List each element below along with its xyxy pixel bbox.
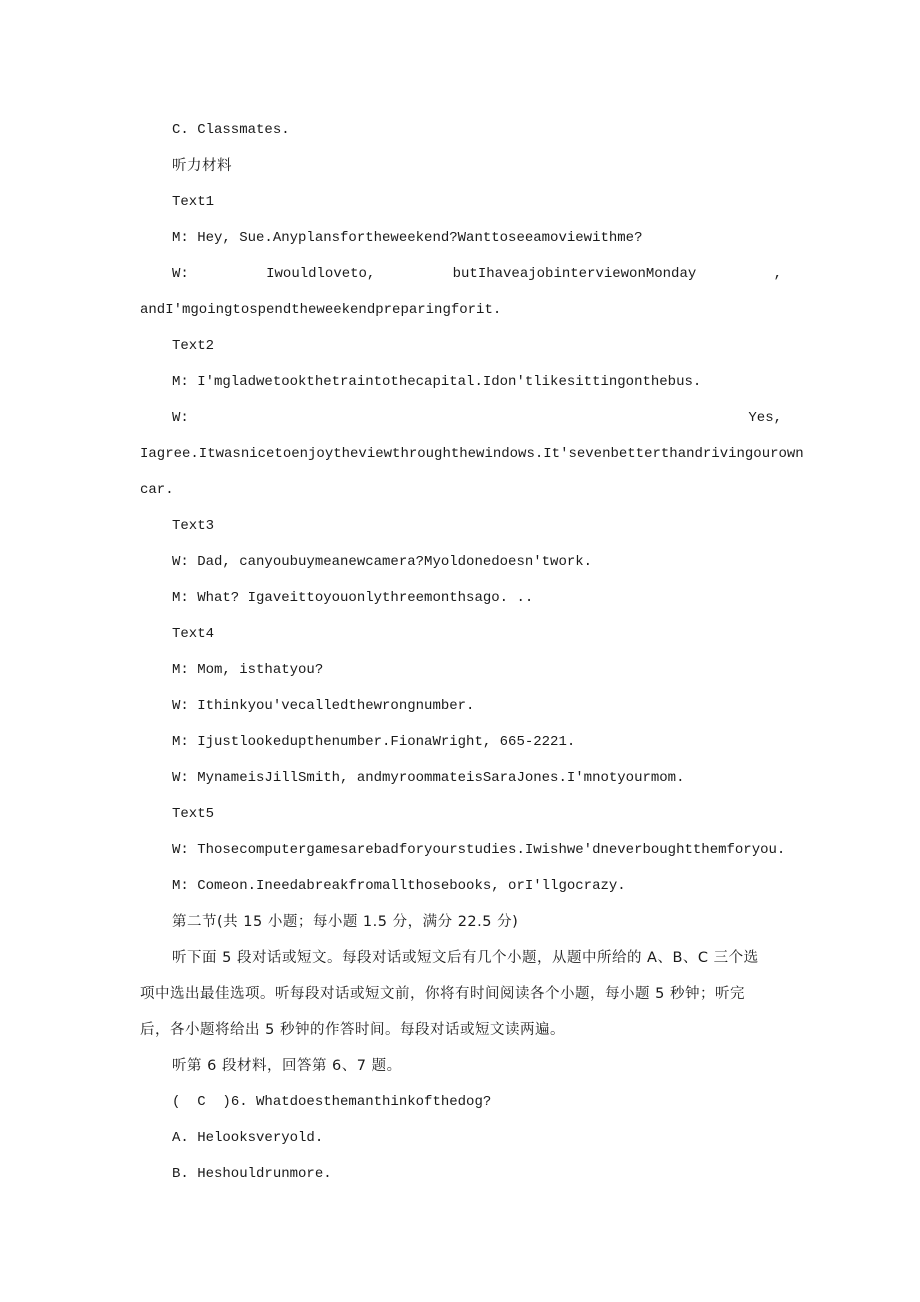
text2-woman-line	[140, 404, 782, 440]
text2-man-line: M: I'mgladwetookthetraintothecapital.Idon'tlikesittingonthebus.	[172, 374, 702, 390]
text1-man-line: M: Hey, Sue.Anyplansfortheweekend?Wanttoseeamoviewithme?	[172, 230, 643, 246]
dialogue-fragment: ,	[773, 266, 782, 282]
option-c-line: C. Classmates.	[172, 122, 290, 138]
text4-woman-line-1: W: Ithinkyou'vecalledthewrongnumber.	[172, 698, 475, 714]
dialogue-fragment: Yes,	[748, 410, 782, 426]
text2-woman-continuation-2: car.	[140, 482, 174, 498]
speaker-label: W:	[172, 410, 189, 426]
text4-man-line-1: M: Mom, isthatyou?	[172, 662, 324, 678]
document-page	[140, 116, 804, 1196]
answer-blank: ( C )	[172, 1094, 231, 1110]
text4-man-line-2: M: Ijustlookedupthenumber.FionaWright, 665-2221.	[172, 734, 576, 750]
text4-label: Text4	[172, 626, 215, 642]
dialogue-fragment: butIhaveajobinterviewonMonday	[452, 266, 697, 282]
section2-heading: 第二节(共 15 小题；每小题 1.5 分，满分 22.5 分)	[172, 914, 519, 930]
text3-woman-line: W: Dad, canyoubuymeanewcamera?Myoldonedoesn'twork.	[172, 554, 593, 570]
text5-woman-line: W: Thosecomputergamesarebadforyourstudies.Iwishwe'dneverboughtthemforyou.	[172, 842, 786, 858]
text5-man-line: M: Comeon.Ineedabreakfromallthosebooks, orI'llgocrazy.	[172, 878, 626, 894]
instructions-line-3: 后，各小题将给出 5 秒钟的作答时间。每段对话或短文读两遍。	[140, 1022, 565, 1038]
text2-woman-continuation-1: Iagree.Itwasnicetoenjoytheviewthroughthewindows.It'sevenbetterthandrivingourown	[140, 446, 804, 462]
instructions-line-1: 听下面 5 段对话或短文。每段对话或短文后有几个小题，从题中所给的 A、B、C 三个选	[172, 950, 759, 966]
text1-label: Text1	[172, 194, 215, 210]
text3-man-line: M: What? Igaveittoyouonlythreemonthsago. ..	[172, 590, 534, 606]
passage6-intro: 听第 6 段材料，回答第 6、7 题。	[172, 1058, 402, 1074]
section-heading-listening-material: 听力材料	[172, 158, 232, 174]
question-6-option-a: A. Helooksveryold.	[172, 1130, 324, 1146]
dialogue-fragment: Iwouldloveto,	[266, 266, 376, 282]
text5-label: Text5	[172, 806, 215, 822]
text1-woman-line	[140, 260, 782, 296]
question-6-option-b: B. Heshouldrunmore.	[172, 1166, 332, 1182]
speaker-label: W:	[172, 266, 189, 282]
text4-woman-line-2: W: MynameisJillSmith, andmyroommateisSaraJones.I'mnotyourmom.	[172, 770, 685, 786]
text3-label: Text3	[172, 518, 215, 534]
instructions-line-2: 项中选出最佳选项。听每段对话或短文前，你将有时间阅读各个小题，每小题 5 秒钟；听完	[140, 986, 745, 1002]
text2-label: Text2	[172, 338, 215, 354]
text1-woman-continuation: andI'mgoingtospendtheweekendpreparingforit.	[140, 302, 502, 318]
question-6	[140, 1088, 782, 1124]
question-text: 6. Whatdoesthemanthinkofthedog?	[230, 1094, 492, 1110]
